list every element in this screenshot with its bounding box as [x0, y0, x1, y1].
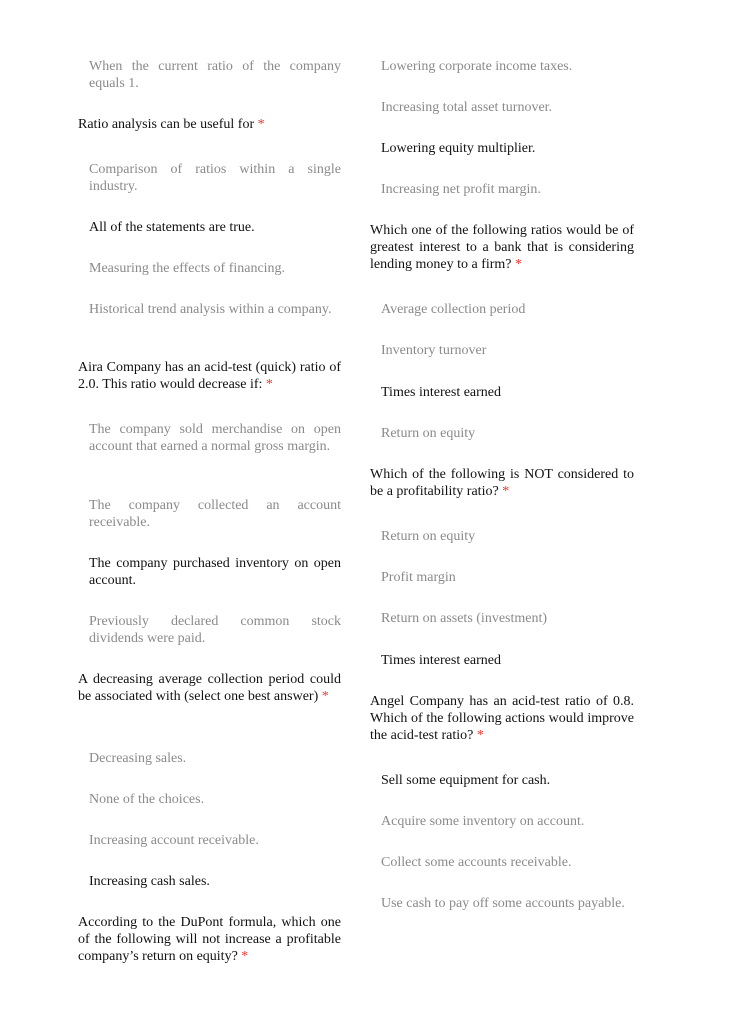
answer-option[interactable]: Acquire some inventory on account.	[381, 814, 585, 829]
answer-option[interactable]: Increasing account receivable.	[89, 833, 259, 848]
required-asterisk: *	[265, 377, 273, 392]
question-text: Aira Company has an acid-test (quick) ratio of 2.0. This ratio would decrease if: *	[78, 360, 341, 392]
answer-option[interactable]: Increasing net profit margin.	[381, 182, 541, 197]
question-text: Ratio analysis can be useful for *	[78, 117, 265, 132]
required-asterisk: *	[257, 117, 265, 132]
answer-option-selected[interactable]: Sell some equipment for cash.	[381, 773, 551, 788]
required-asterisk: *	[321, 689, 329, 704]
answer-option[interactable]: Previously declared common stock dividends were paid.	[89, 614, 341, 646]
answer-option[interactable]: Return on assets (investment)	[381, 611, 548, 626]
answer-option[interactable]: Average collection period	[381, 302, 526, 317]
required-asterisk: *	[502, 484, 510, 499]
question-text: According to the DuPont formula, which one of the following will not increase a profitable company’s return on equity? *	[78, 915, 341, 964]
question-text: Which of the following is NOT considered to be a profitability ratio? *	[370, 467, 634, 499]
answer-option-selected[interactable]: Increasing cash sales.	[89, 874, 210, 889]
answer-option-selected[interactable]: Times interest earned	[381, 653, 502, 668]
answer-option[interactable]: Lowering corporate income taxes.	[381, 59, 573, 74]
answer-option-selected[interactable]: Times interest earned	[381, 385, 502, 400]
question-text: Angel Company has an acid-test ratio of 0.8. Which of the following actions would improve the acid-test ratio? *	[370, 694, 634, 743]
question-text: Which one of the following ratios would be of greatest interest to a bank that is considering lending money to a firm? *	[370, 223, 634, 272]
answer-option[interactable]: Decreasing sales.	[89, 751, 187, 766]
answer-option[interactable]: The company collected an account receivable.	[89, 498, 341, 530]
answer-option[interactable]: Inventory turnover	[381, 343, 487, 358]
answer-option[interactable]: Use cash to pay off some accounts payable.	[381, 896, 625, 911]
answer-option[interactable]: When the current ratio of the company equals 1.	[89, 59, 341, 91]
required-asterisk: *	[515, 257, 523, 272]
answer-option[interactable]: Collect some accounts receivable.	[381, 855, 572, 870]
answer-option-selected[interactable]: All of the statements are true.	[89, 220, 255, 235]
required-asterisk: *	[241, 949, 249, 964]
answer-option[interactable]: Measuring the effects of financing.	[89, 261, 286, 276]
answer-option[interactable]: Return on equity	[381, 529, 476, 544]
required-asterisk: *	[476, 728, 484, 743]
answer-option[interactable]: Historical trend analysis within a company.	[89, 302, 332, 317]
answer-option[interactable]: Return on equity	[381, 426, 476, 441]
answer-option[interactable]: Increasing total asset turnover.	[381, 100, 553, 115]
question-text: A decreasing average collection period could be associated with (select one best answer) *	[78, 672, 341, 704]
answer-option[interactable]: The company sold merchandise on open account that earned a normal gross margin.	[89, 422, 341, 454]
answer-option-selected[interactable]: Lowering equity multiplier.	[381, 141, 536, 156]
answer-option[interactable]: Comparison of ratios within a single industry.	[89, 162, 341, 194]
answer-option[interactable]: Profit margin	[381, 570, 456, 585]
answer-option-selected[interactable]: The company purchased inventory on open account.	[89, 556, 341, 588]
answer-option[interactable]: None of the choices.	[89, 792, 205, 807]
